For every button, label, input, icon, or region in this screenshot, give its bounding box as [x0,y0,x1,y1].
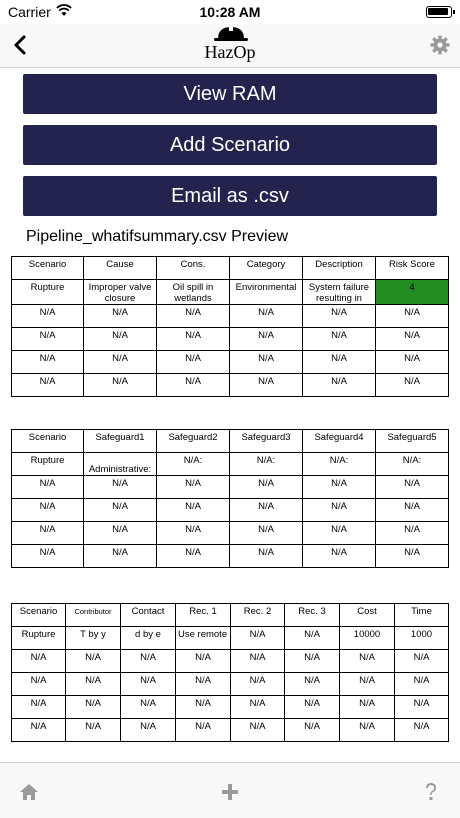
table-row [12,719,449,742]
table-cell: N/A [66,696,121,719]
table-cell: N/A [12,696,66,719]
recommendations-table [11,603,449,742]
column-header: Scenario [12,604,66,627]
table-cell: N/A [84,351,157,374]
table-cell: N/A [230,351,303,374]
status-time: 10:28 AM [199,4,261,20]
table-header-row [12,257,449,280]
table-cell: N/A [340,719,395,742]
table-cell: Environmental [230,280,303,305]
table-cell: N/A [376,499,449,522]
table-cell: N/A [285,696,340,719]
table-cell: N/A [285,650,340,673]
table-cell: Rupture [12,627,66,650]
table-cell: N/A [157,351,230,374]
table-cell: N/A [12,650,66,673]
table-cell: N/A [395,650,449,673]
column-header: Scenario [12,257,84,280]
table-cell: N/A [157,499,230,522]
add-scenario-button[interactable]: Add Scenario [23,125,437,165]
risk-score-cell: 4 [376,280,449,305]
table-cell: Use remote [176,627,231,650]
column-header: Rec. 3 [285,604,340,627]
table-cell: N/A [12,522,84,545]
table-cell: N/A [157,374,230,397]
table-cell: N/A [121,650,176,673]
table-cell: N/A [12,328,84,351]
table-row [12,499,449,522]
table-row [12,673,449,696]
column-header: Cost [340,604,395,627]
table-cell: N/A [230,522,303,545]
column-header: Contributor [66,604,121,627]
table-cell: Improper valve closure [84,280,157,305]
table-cell: N/A [121,673,176,696]
table-cell: N/A [66,673,121,696]
column-header: Description [303,257,376,280]
table-cell: N/A [376,522,449,545]
summary-table [11,256,449,397]
navigation-bar [0,24,460,68]
column-header: Scenario [12,430,84,453]
column-header: Risk Score [376,257,449,280]
table-cell: N/A [12,305,84,328]
hard-hat-logo-icon [208,24,254,44]
table-cell: Administrative: [84,453,157,476]
table-cell: N/A [176,650,231,673]
table-cell: N/A [157,328,230,351]
status-bar [0,0,460,24]
battery-icon [426,6,452,18]
email-csv-button[interactable]: Email as .csv [23,176,437,216]
table-cell: Rupture [12,280,84,305]
table-cell: N/A [12,673,66,696]
column-header: Cause [84,257,157,280]
table-row [12,374,449,397]
table-cell: N/A [376,476,449,499]
column-header: Safeguard3 [230,430,303,453]
table-cell: N/A [303,351,376,374]
table-cell: Oil spill in wetlands [157,280,230,305]
table-cell: d by e [121,627,176,650]
table-cell: N/A [230,374,303,397]
home-icon[interactable] [18,781,40,803]
column-header: Contact [121,604,176,627]
column-header: Time [395,604,449,627]
table-cell: N/A [12,476,84,499]
table-cell: N/A [66,719,121,742]
table-cell: N/A [231,627,285,650]
table-cell: N/A: [376,453,449,476]
table-cell: N/A [231,719,285,742]
table-cell: N/A [285,627,340,650]
table-row [12,453,449,476]
table-cell: System failure resulting in [303,280,376,305]
table-cell: Rupture [12,453,84,476]
table-row [12,545,449,568]
column-header: Rec. 2 [231,604,285,627]
safeguards-table [11,429,449,568]
table-cell: N/A [121,696,176,719]
help-icon[interactable] [420,781,442,803]
table-cell: N/A [84,374,157,397]
table-cell: N/A [12,545,84,568]
gear-icon[interactable] [430,35,450,55]
table-cell: N/A [176,673,231,696]
table-cell: N/A [340,696,395,719]
table-cell: N/A [303,499,376,522]
table-cell: N/A [176,696,231,719]
table-cell: N/A: [230,453,303,476]
table-cell: N/A [285,719,340,742]
table-cell: N/A [84,476,157,499]
table-cell: N/A: [303,453,376,476]
table-cell: N/A [84,305,157,328]
column-header: Cons. [157,257,230,280]
table-row [12,328,449,351]
table-cell: N/A [395,696,449,719]
table-cell: N/A [121,719,176,742]
table-cell: N/A [376,351,449,374]
table-cell: N/A [303,328,376,351]
table-cell: N/A [12,351,84,374]
table-cell: N/A [376,374,449,397]
table-row [12,280,449,305]
table-cell: T by y [66,627,121,650]
table-cell: N/A [231,650,285,673]
table-cell: N/A [157,305,230,328]
table-cell: N/A [12,374,84,397]
table-cell: N/A [230,328,303,351]
table-cell: N/A [66,650,121,673]
table-cell: N/A [376,545,449,568]
table-cell: N/A [395,673,449,696]
table-cell: N/A [340,673,395,696]
plus-icon[interactable] [219,781,241,803]
table-header-row [12,430,449,453]
table-row [12,650,449,673]
table-cell: N/A [376,328,449,351]
table-header-row [12,604,449,627]
table-cell: N/A [12,719,66,742]
table-cell: N/A [12,499,84,522]
table-cell: N/A [84,499,157,522]
table-row [12,305,449,328]
column-header: Safeguard4 [303,430,376,453]
table-row [12,522,449,545]
table-cell: N/A [303,476,376,499]
app-title: HazOp [204,42,256,62]
table-cell: N/A [303,522,376,545]
table-row [12,627,449,650]
table-row [12,696,449,719]
table-cell: N/A [230,476,303,499]
carrier-label: Carrier [8,4,51,20]
table-cell: N/A [157,545,230,568]
table-cell: N/A [157,522,230,545]
column-header: Category [230,257,303,280]
table-cell: N/A [84,545,157,568]
table-cell: 1000 [395,627,449,650]
column-header: Safeguard5 [376,430,449,453]
table-cell: N/A [230,545,303,568]
table-row [12,476,449,499]
table-row [12,351,449,374]
column-header: Safeguard2 [157,430,230,453]
table-cell: N/A [84,522,157,545]
table-cell: N/A [340,650,395,673]
table-cell: 10000 [340,627,395,650]
table-cell: N/A [176,719,231,742]
table-cell: N/A [303,305,376,328]
table-cell: N/A [230,499,303,522]
table-cell: N/A [157,476,230,499]
table-cell: N/A [231,696,285,719]
table-cell: N/A [303,545,376,568]
preview-title: Pipeline_whatifsummary.csv Preview [26,228,289,245]
column-header: Safeguard1 [84,430,157,453]
table-cell: N/A [395,719,449,742]
table-cell: N/A: [157,453,230,476]
table-cell: N/A [376,305,449,328]
table-cell: N/A [84,328,157,351]
column-header: Rec. 1 [176,604,231,627]
table-cell: N/A [303,374,376,397]
table-cell: N/A [231,673,285,696]
tab-bar [0,762,460,818]
table-cell: N/A [285,673,340,696]
view-ram-button[interactable]: View RAM [23,74,437,114]
table-cell: N/A [230,305,303,328]
